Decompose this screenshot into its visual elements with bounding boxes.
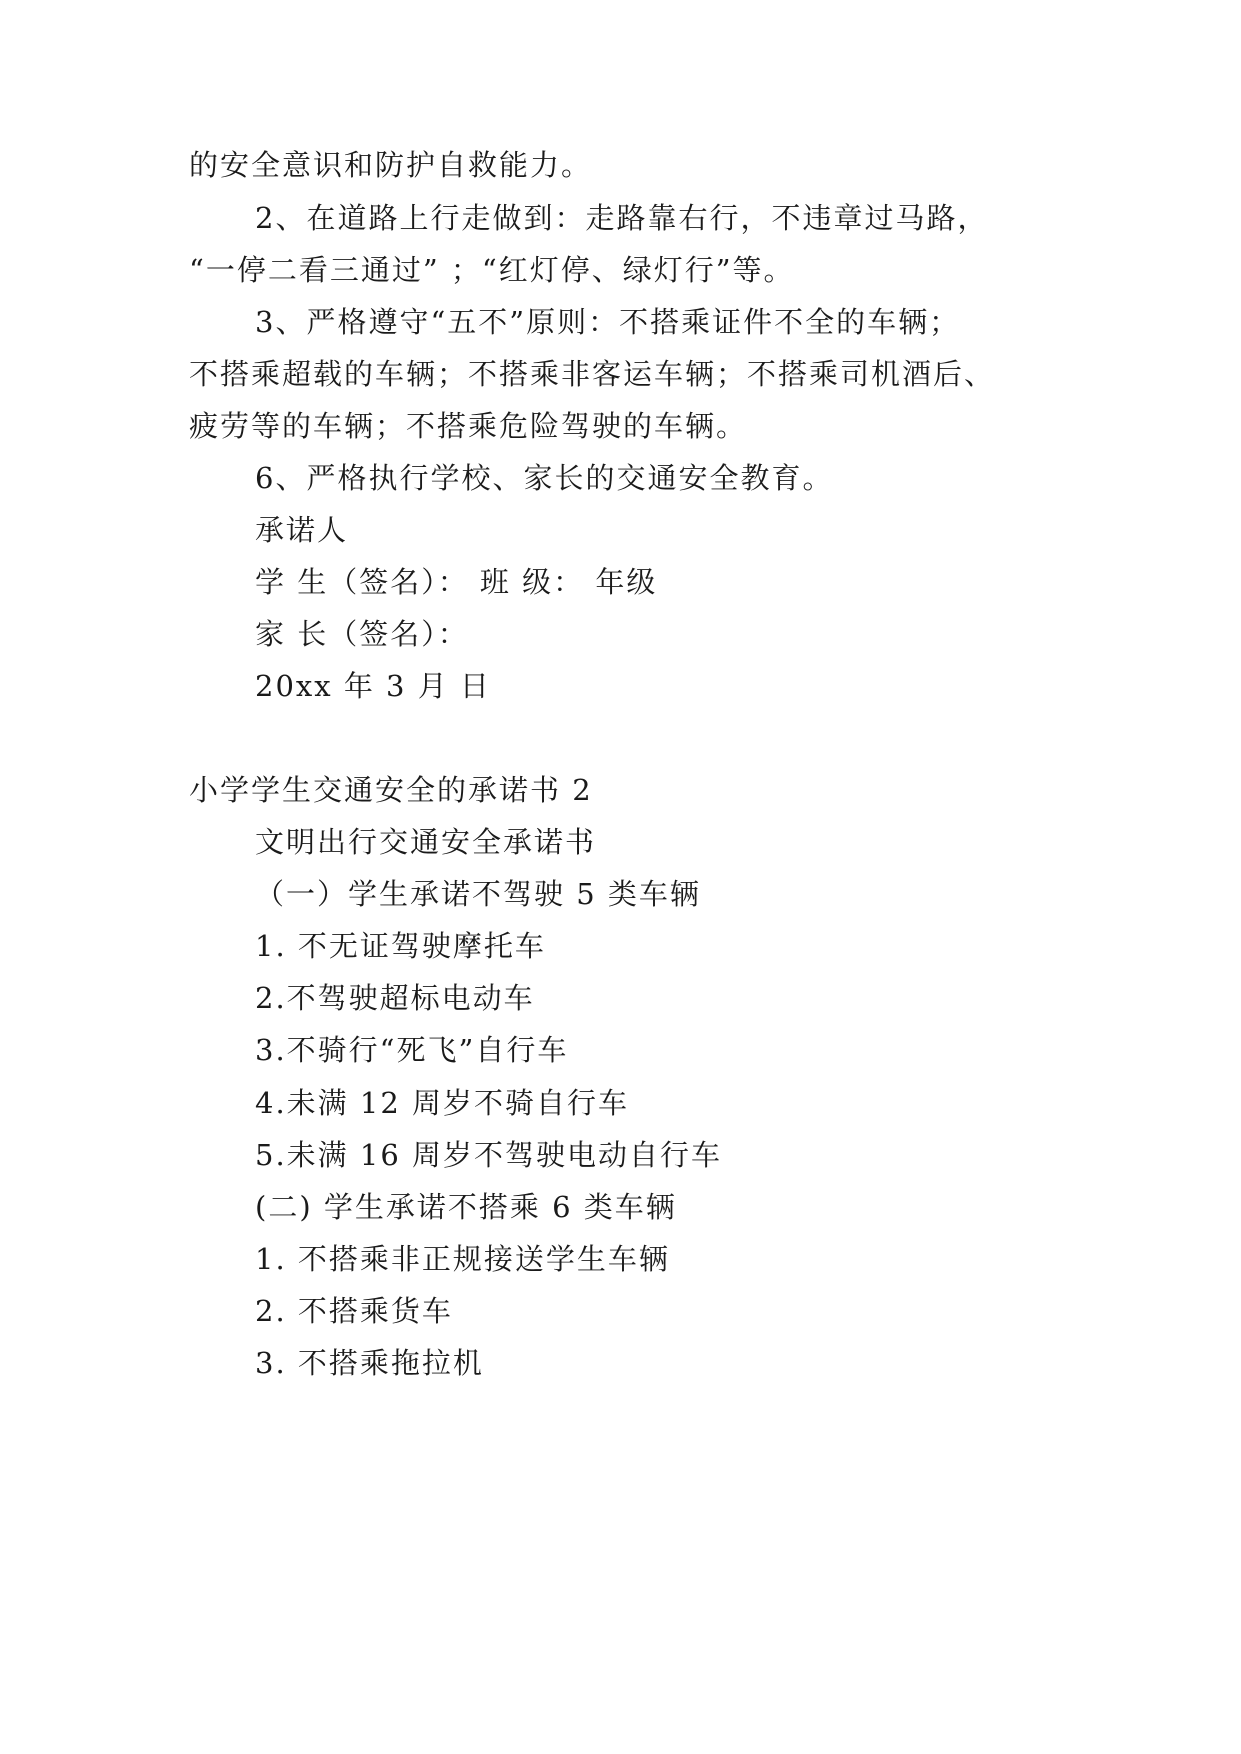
text-line: “一停二看三通过” ；“红灯停、绿灯行”等。 — [189, 253, 795, 287]
text-line: 2、在道路上行走做到：走路靠右行，不违章过马路， — [255, 201, 989, 235]
list-item: 2. 不搭乘货车 — [255, 1294, 453, 1328]
list-item: 2.不驾驶超标电动车 — [255, 981, 535, 1015]
text-line: 疲劳等的车辆；不搭乘危险驾驶的车辆。 — [189, 409, 748, 443]
text-line: 6、严格执行学校、家长的交通安全教育。 — [255, 461, 834, 495]
list-item: 4.未满 12 周岁不骑自行车 — [255, 1086, 630, 1120]
text-line: 学 生（签名）： 班 级： 年级 — [255, 565, 658, 599]
list-item: 3. 不搭乘拖拉机 — [255, 1346, 484, 1380]
text-line: 不搭乘超载的车辆；不搭乘非客运车辆；不搭乘司机酒后、 — [189, 357, 996, 391]
list-item: 1. 不搭乘非正规接送学生车辆 — [255, 1242, 670, 1276]
list-item: 3.不骑行“死飞”自行车 — [255, 1033, 569, 1067]
text-line: 家 长（签名）： — [255, 617, 469, 651]
text-line: 20xx 年 3 月 日 — [255, 669, 491, 703]
text-line: （一）学生承诺不驾驶 5 类车辆 — [255, 877, 701, 911]
subtitle: 文明出行交通安全承诺书 — [255, 825, 597, 859]
text-line: 承诺人 — [255, 513, 349, 547]
list-item: 5.未满 16 周岁不驾驶电动自行车 — [255, 1138, 723, 1172]
section-title: 小学学生交通安全的承诺书 2 — [189, 773, 593, 807]
text-line: 的安全意识和防护自救能力。 — [189, 148, 593, 182]
list-item: 1. 不无证驾驶摩托车 — [255, 929, 546, 963]
text-line: (二) 学生承诺不搭乘 6 类车辆 — [255, 1190, 677, 1224]
text-line: 3、严格遵守“五不”原则：不搭乘证件不全的车辆； — [255, 305, 961, 339]
